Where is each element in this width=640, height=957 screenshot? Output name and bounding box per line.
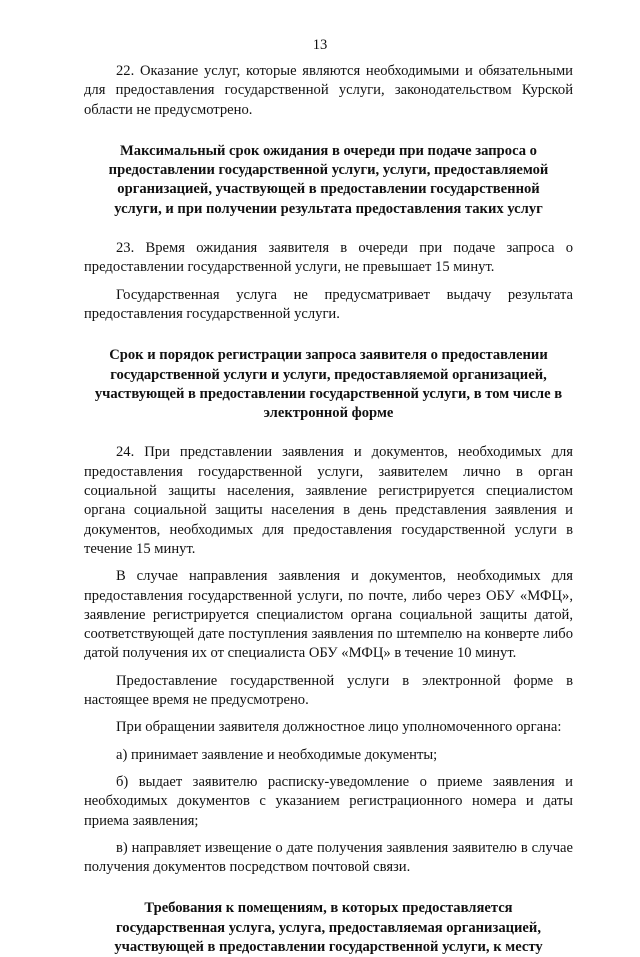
section-heading-queue-time: Максимальный срок ожидания в очереди при подаче запроса о предоставлении государственной услуги, услуги, предоставляемой организацией, участвующей в предоставлении государственной услуги, и при получении результата предоставления таких услуг bbox=[108, 142, 549, 217]
page-number: 13 bbox=[312, 37, 328, 53]
paragraph-24-official: При обращении заявителя должностное лицо уполномоченного органа: bbox=[116, 719, 562, 736]
paragraph-23-result: Государственная услуга не предусматривает выдачу результата предоставления государственной услуги. bbox=[84, 286, 573, 322]
paragraph-24-electronic: Предоставление государственной услуги в электронной форме в настоящее время не предусмотрено. bbox=[84, 672, 573, 709]
paragraph-23: 23. Время ожидания заявителя в очереди при подаче запроса о предоставлении государственной услуги, не превышает 15 минут. bbox=[84, 240, 573, 276]
list-item-b: б) выдает заявителю расписку-уведомление о приеме заявления и необходимых документов с указанием регистрационного номера и даты приема заявления; bbox=[84, 773, 573, 829]
list-item-c: в) направляет извещение о дате получения заявления заявителю в случае получения документов посредством почтовой связи. bbox=[84, 839, 573, 876]
list-item-a: а) принимает заявление и необходимые документы; bbox=[116, 746, 438, 763]
paragraph-24-mail: В случае направления заявления и документов, необходимых для предоставления государственной услуги, по почте, либо через ОБУ «МФЦ», заявление регистрируется специалистом органа социальной защиты датой, соответствующей дате поступления заявления по штемпелю на конверте либо датой получения их от специалиста ОБУ «МФЦ» в течение 10 минут. bbox=[84, 568, 573, 662]
section-heading-registration: Срок и порядок регистрации запроса заявителя о предоставлении государственной услуги и услуги, предоставляемой организацией, участвующей в предоставлении государственной услуги, в том числе в электронной форме bbox=[94, 347, 563, 422]
section-heading-premises: Требования к помещениям, в которых предоставляется государственная услуга, услуга, предоставляемая организацией, участвующей в предоставлении государственной услуги, к месту bbox=[114, 900, 543, 955]
paragraph-24: 24. При представлении заявления и документов, необходимых для предоставления государственной услуги, заявителем лично в орган социальной защиты населения, заявление регистрируется специалистом органа социальной защиты населения в день представления заявления и документов, необходимых для предоставления государственной услуги в течение 15 минут. bbox=[84, 444, 573, 557]
document-body bbox=[84, 62, 573, 957]
paragraph-22: 22. Оказание услуг, которые являются необходимыми и обязательными для предоставления государственной услуги, законодательством Курской области не предусмотрено. bbox=[84, 63, 573, 118]
